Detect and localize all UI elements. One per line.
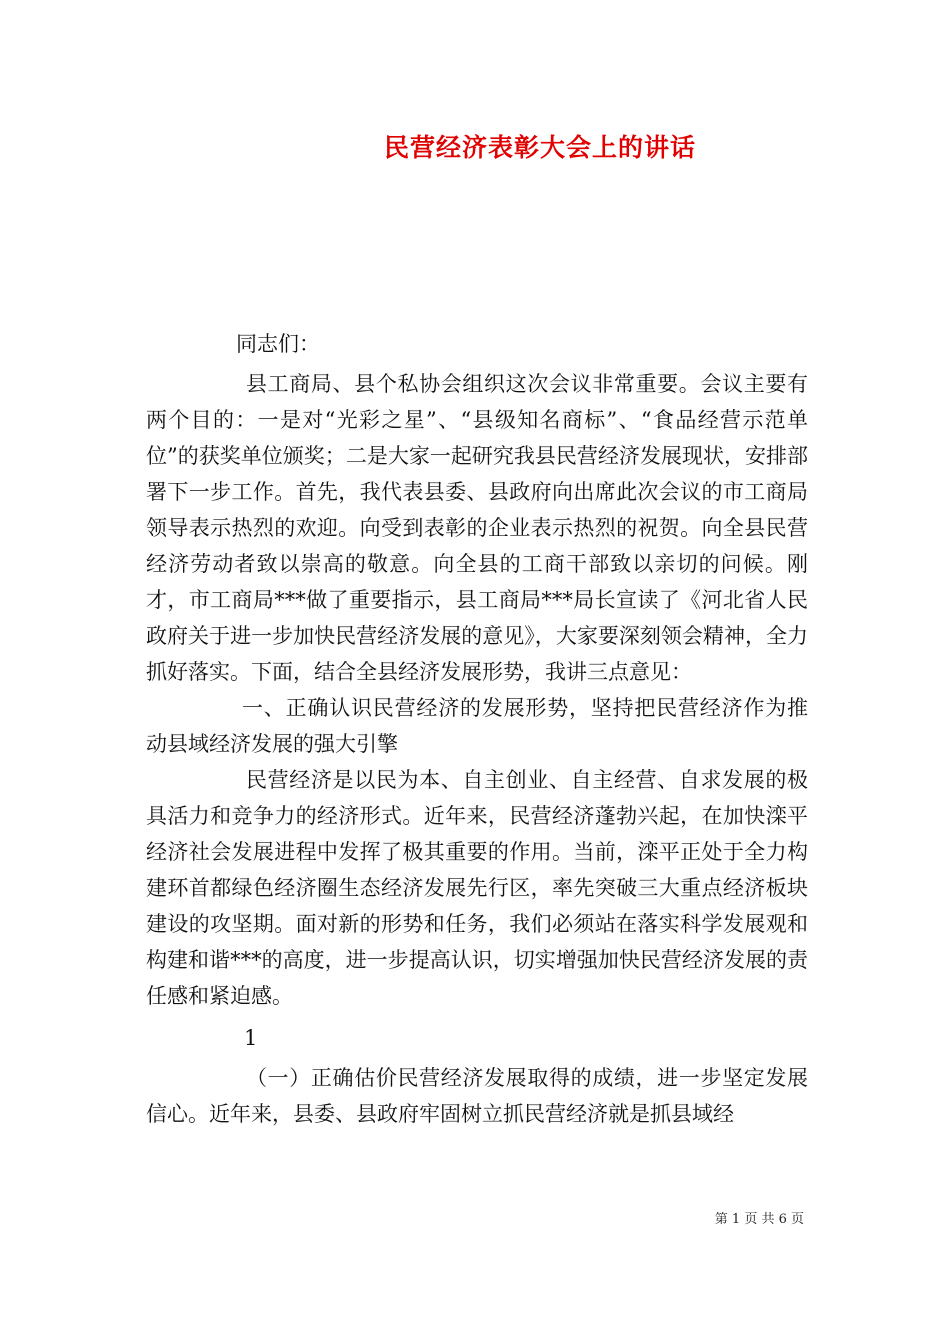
page-footer: 第 1 页 共 6 页 [714,1212,804,1227]
inline-page-number: 1 [244,1026,258,1050]
paragraph-intro: 县工商局、县个私协会组织这次会议非常重要。会议主要有两个目的：一是对“光彩之星”、“县级知名商标”、“食品经营示范单位”的获奖单位颁奖；二是大家一起研究我县民营经济发展现状，安排部署下一步工作。首先，我代表县委、县政府向出席此次会议的市工商局领导表示热烈的欢迎。向受到表彰的企业表示热烈的祝贺。向全县民营经济劳动者致以崇高的敬意。向全县的工商干部致以亲切的问候。刚才，市工商局***做了重要指示，县工商局***局长宣读了《河北省人民政府关于进一步加快民营经济发展的意见》，大家要深刻领会精神，全力抓好落实。下面，结合全县经济发展形势，我讲三点意见： [146,372,808,684]
section-heading-1: 一、正确认识民营经济的发展形势，坚持把民营经济作为推动县域经济发展的强大引擎 [146,696,808,756]
document-title: 民营经济表彰大会上的讲话 [383,133,696,162]
paragraph-context: 民营经济是以民为本、自主创业、自主经营、自求发展的极具活力和竞争力的经济形式。近年来，民营经济蓬勃兴起，在加快滦平经济社会发展进程中发挥了极其重要的作用。当前，滦平正处于全力构建环首都绿色经济圈生态经济发展先行区，率先突破三大重点经济板块建设的攻坚期。面对新的形势和任务，我们必须站在落实科学发展观和构建和谐***的高度，进一步提高认识，切实增强加快民营经济发展的责任感和紧迫感。 [146,768,808,1008]
document-body [146,326,808,1132]
salutation: 同志们： [236,332,320,356]
paragraph-subsection-1: （一）正确估价民营经济发展取得的成绩，进一步坚定发展信心。近年来，县委、县政府牢固树立抓民营经济就是抓县域经 [146,1066,808,1126]
